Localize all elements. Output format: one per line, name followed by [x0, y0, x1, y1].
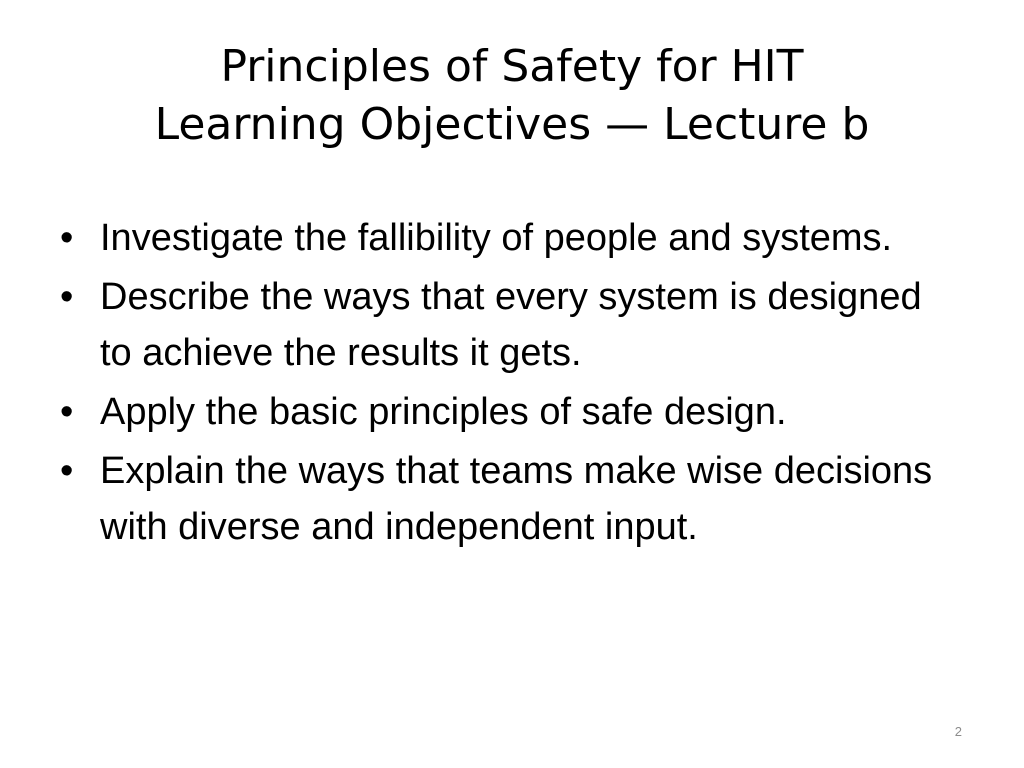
bullet-dot-icon: •: [60, 276, 74, 318]
slide-title: [40, 38, 984, 154]
bullet-text-3: Apply the basic principles of safe design.: [100, 391, 787, 433]
bullet-text-4: Explain the ways that teams make wise decisions with diverse and independent input.: [100, 450, 933, 548]
bullet-dot-icon: •: [60, 450, 74, 492]
bullet-dot-icon: •: [60, 217, 74, 259]
page-number: 2: [954, 724, 962, 739]
bullet-item-1: [58, 210, 948, 266]
title-line-2: Learning Objectives — Lecture b: [154, 99, 870, 150]
bullet-text-1: Investigate the fallibility of people and systems.: [100, 217, 893, 259]
bullet-item-2: [58, 269, 948, 381]
title-line-1: Principles of Safety for HIT: [220, 41, 804, 92]
bullet-list: [58, 210, 948, 558]
bullet-text-2: Describe the ways that every system is designed to achieve the results it gets.: [100, 276, 922, 374]
bullet-item-4: [58, 443, 948, 555]
bullet-item-3: [58, 384, 948, 440]
bullet-dot-icon: •: [60, 391, 74, 433]
